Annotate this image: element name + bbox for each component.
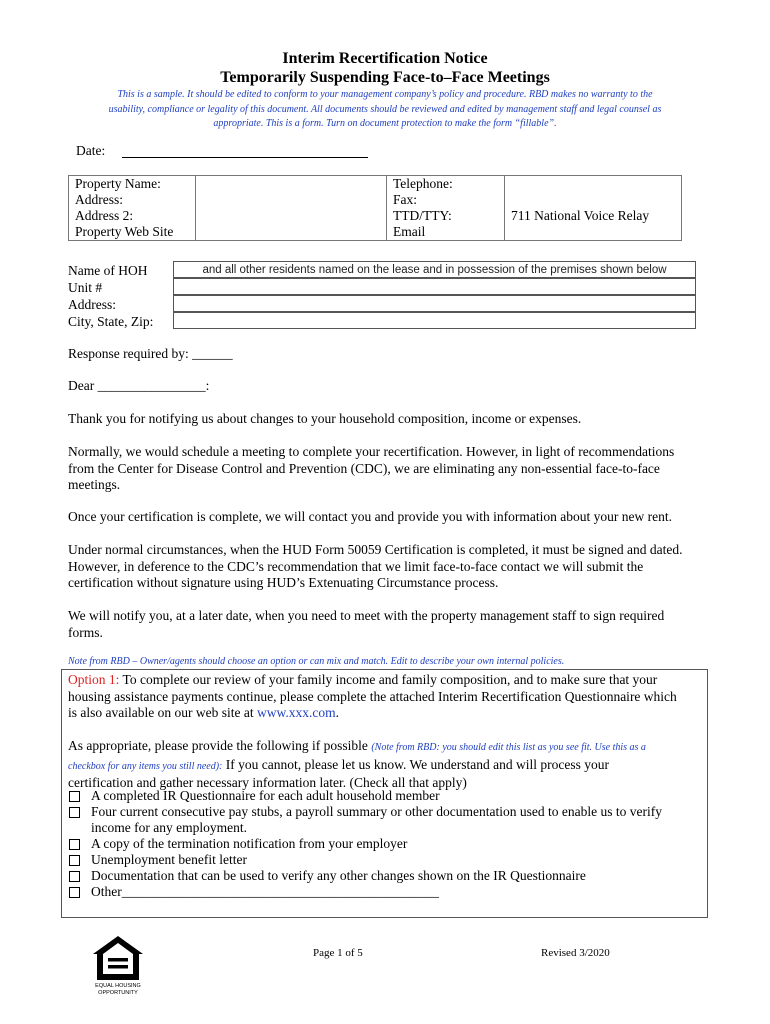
property-name-field[interactable] (196, 176, 387, 193)
email-field[interactable] (505, 224, 682, 241)
option1-line: To complete our review of your family income and family composition, and to make sure that your (119, 672, 658, 687)
date-field[interactable] (122, 157, 368, 158)
hoh-name-field[interactable] (173, 261, 696, 278)
checkbox[interactable] (69, 855, 80, 866)
hoh-labels (68, 262, 153, 330)
hoh-address-label: Address: (68, 297, 116, 312)
paragraph-line: We will notify you, at a later date, when you need to meet with the property management staff to sign required (68, 608, 665, 623)
fax-label: Fax: (387, 192, 505, 208)
checklist-label: A completed IR Questionnaire for each adult household member (91, 788, 440, 803)
paragraph: Once your certification is complete, we will contact you and provide you with information about your new rent. (68, 509, 672, 524)
paragraph-line: Normally, we would schedule a meeting to complete your recertification. However, in light of recommendations (68, 444, 675, 459)
salutation: Dear ________________: (68, 378, 210, 393)
address-field[interactable] (196, 192, 387, 208)
logo-text: OPPORTUNITY (98, 990, 138, 996)
table-row (69, 224, 682, 241)
telephone-field[interactable] (505, 176, 682, 193)
paragraph (68, 444, 704, 494)
sample-disclaimer (58, 88, 712, 132)
document-title: Interim Recertification Notice (282, 50, 488, 67)
checklist-label: Documentation that can be used to verify any other changes shown on the IR Questionnaire (91, 868, 586, 883)
date-label: Date: (76, 143, 106, 158)
option1-line: is also available on our web site at (68, 705, 257, 720)
email-label: Email (387, 224, 505, 241)
telephone-label: Telephone: (387, 176, 505, 193)
sample-line: appropriate. This is a form. Turn on document protection to make the form “fillable”. (213, 118, 557, 129)
provide-line: If you cannot, please let us know. We understand and will process your (222, 756, 609, 772)
paragraph (68, 542, 704, 592)
response-required: Response required by: ______ (68, 346, 233, 361)
checklist-label: A copy of the termination notification from your employer (91, 836, 408, 851)
fax-field[interactable] (505, 192, 682, 208)
checkbox[interactable] (69, 871, 80, 882)
table-row (69, 192, 682, 208)
provide-note: (Note from RBD: you should edit this list as you see fit. Use this as a (371, 742, 646, 753)
hoh-note: and all other residents named on the lease and in possession of the premises shown below (202, 264, 667, 276)
address-label: Address: (69, 192, 196, 208)
unit-label: Unit # (68, 280, 103, 295)
rbd-note: Note from RBD – Owner/agents should choose an option or can mix and match. Edit to describe your own internal policies. (68, 656, 565, 667)
provide-line: certification and gather necessary information later. (Check all that apply) (68, 775, 467, 790)
option1-box (61, 669, 708, 918)
table-row (69, 208, 682, 224)
website-label: Property Web Site (69, 224, 196, 241)
paragraph: Thank you for notifying us about changes to your household composition, income or expenses. (68, 411, 582, 426)
city-state-zip-label: City, State, Zip: (68, 314, 154, 329)
sample-line: usability, compliance or legality of this document. All documents should be reviewed and edited by management staff and legal counsel as (108, 103, 662, 115)
hoh-name-label: Name of HOH (68, 263, 148, 278)
page-number: Page 1 of 5 (313, 947, 363, 959)
website-link[interactable]: www.xxx.com (256, 705, 336, 720)
checklist-label: income for any employment. (91, 820, 247, 835)
checkbox[interactable] (69, 791, 80, 802)
unit-field[interactable] (173, 278, 696, 295)
address2-label: Address 2: (69, 208, 196, 224)
provide-line: As appropriate, please provide the following if possible (68, 738, 372, 753)
equal-housing-logo (91, 934, 145, 996)
website-field[interactable] (196, 224, 387, 241)
sample-line: This is a sample. It should be edited to conform to your management company’s policy and procedure. RBD makes no warranty to the (117, 89, 653, 100)
paragraph-line: from the Center for Disease Control and Prevention (CDC), we are eliminating any non-essential face-to-face (68, 460, 660, 476)
paragraph-line: meetings. (68, 477, 121, 492)
property-info-table (68, 175, 682, 241)
checkbox[interactable] (69, 839, 80, 850)
checklist-label: Unemployment benefit letter (91, 852, 247, 867)
city-state-zip-field[interactable] (173, 312, 696, 329)
tty-field[interactable]: 711 National Voice Relay (505, 208, 682, 224)
paragraph-line: certification without signature using HUD’s Extenuating Circumstance process. (68, 575, 499, 590)
paragraph-line: Under normal circumstances, when the HUD Form 50059 Certification is completed, it must be signed and dated. (68, 542, 683, 557)
revision-date: Revised 3/2020 (541, 947, 610, 959)
checklist-label: Four current consecutive pay stubs, a payroll summary or other documentation used to enable us to verify (91, 804, 662, 819)
option1-line: housing assistance payments continue, please complete the attached Interim Recertification Questionnaire which (68, 688, 677, 704)
period: . (335, 705, 339, 720)
address2-field[interactable] (196, 208, 387, 224)
option1-label: Option 1: (68, 672, 120, 687)
provide-text (68, 738, 702, 792)
document-subtitle: Temporarily Suspending Face-to–Face Meetings (220, 69, 550, 86)
hoh-address-field[interactable] (173, 295, 696, 312)
table-row (69, 176, 682, 193)
tty-label: TTD/TTY: (387, 208, 505, 224)
option1-text (68, 672, 702, 722)
property-name-label: Property Name: (69, 176, 196, 193)
checkbox[interactable] (69, 807, 80, 818)
provide-note: checkbox for any items you still need): (68, 760, 223, 772)
paragraph-line: However, in deference to the CDC’s recommendation that we limit face-to-face contact we will submit the (68, 558, 644, 574)
checkbox[interactable] (69, 887, 80, 898)
paragraph-line: forms. (68, 624, 103, 640)
checklist-label: Other_______________________________________________ (91, 884, 439, 899)
paragraph (68, 608, 704, 641)
logo-text: EQUAL HOUSING (95, 983, 141, 989)
